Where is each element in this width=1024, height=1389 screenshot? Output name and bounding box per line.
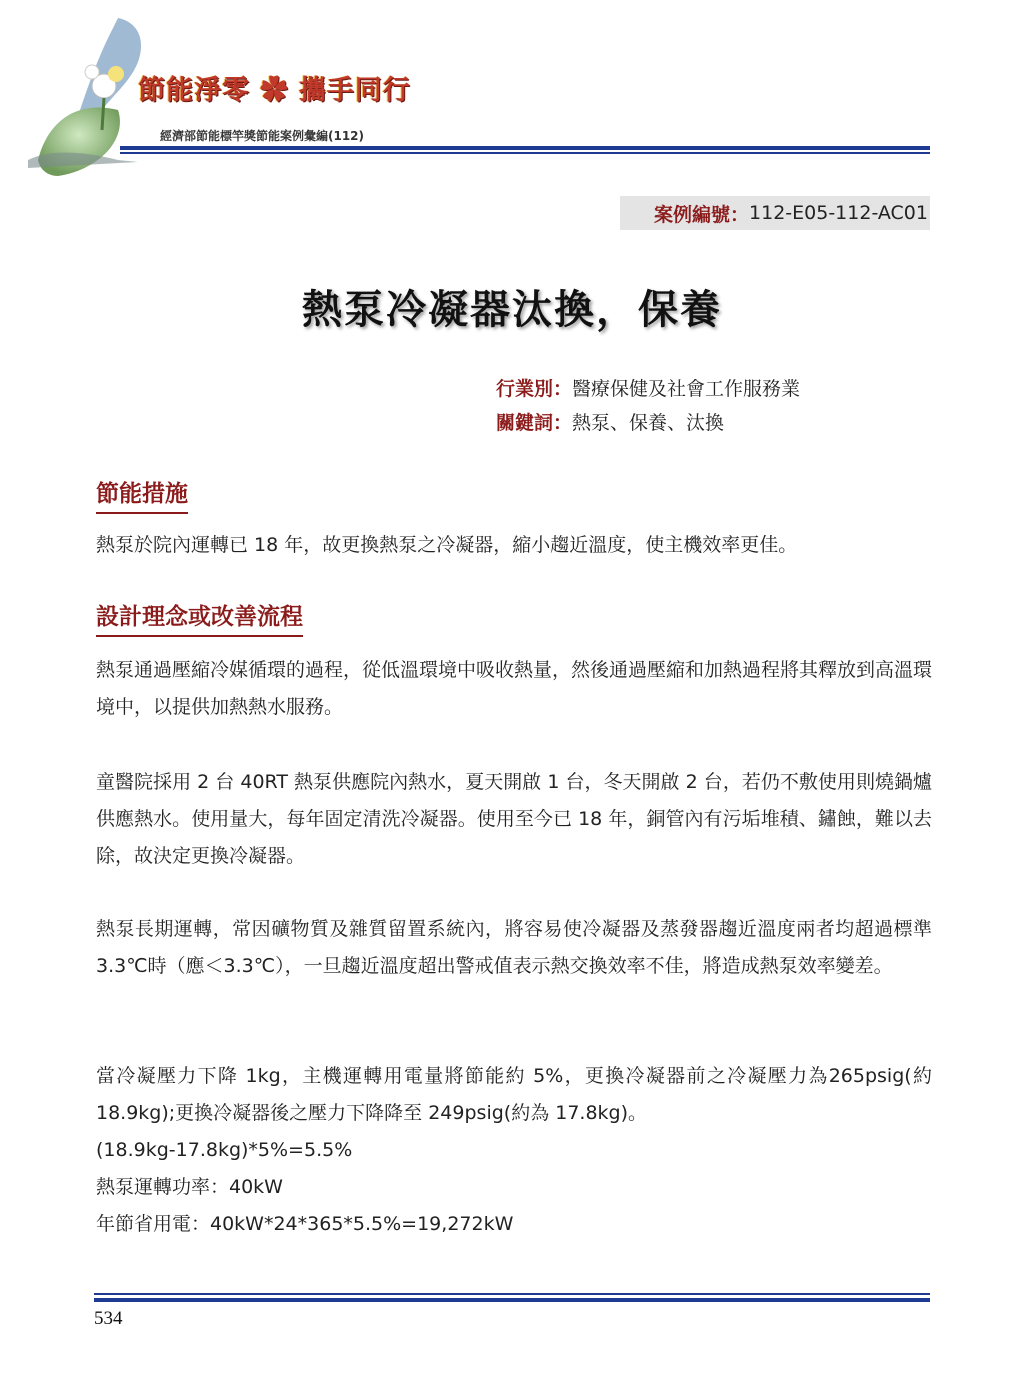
calc-line-2: 熱泵運轉功率：40kW xyxy=(96,1176,283,1198)
footer-rule-thin xyxy=(94,1293,930,1295)
brand-subtitle: 經濟部節能標竿獎節能案例彙編(112) xyxy=(160,129,365,143)
paragraph-1: 熱泵通過壓縮冷媒循環的過程，從低溫環境中吸收熱量，然後通過壓縮和加熱過程將其釋放到高溫環境中，以提供加熱熱水服務。 xyxy=(96,659,933,718)
paragraph-3: 熱泵長期運轉，常因礦物質及雜質留置系統內，將容易使冷凝器及蒸發器趨近溫度兩者均超過標準 3.3℃時（應＜3.3℃），一旦趨近溫度超出警戒值表示熱交換效率不佳，將造成熱泵效率變差。 xyxy=(96,918,932,977)
industry-value: 醫療保健及社會工作服務業 xyxy=(572,378,801,400)
keywords-label: 關鍵詞： xyxy=(496,412,573,434)
measures-heading: 節能措施 xyxy=(96,475,188,514)
footer-rule xyxy=(94,1298,930,1302)
calc-line-1: (18.9kg-17.8kg)*5%=5.5% xyxy=(96,1139,353,1161)
header-rule xyxy=(120,146,930,150)
industry-line xyxy=(496,374,800,401)
case-number-box xyxy=(620,196,930,230)
industry-label: 行業別： xyxy=(496,378,573,400)
brand-title: 節能淨零 ✿ 攜手同行 xyxy=(138,75,411,106)
paragraph-2: 童醫院採用 2 台 40RT 熱泵供應院內熱水，夏天開啟 1 台，冬天開啟 2 台，若仍不敷使用則燒鍋爐供應熱水。使用量大，每年固定清洗冷凝器。使用至今已 18 年，銅管內有污垢堆積、鏽蝕，難以去除，故決定更換冷凝器。 xyxy=(96,771,932,867)
paragraph-4: 當冷凝壓力下降 1kg，主機運轉用電量將節能約 5%，更換冷凝器前之冷凝壓力為265psig(約 18.9kg);更換冷凝器後之壓力下降降至 249psig(約為 17.8kg)。 xyxy=(96,1065,932,1124)
calc-line-3: 年節省用電：40kW*24*365*5.5%=19,272kW xyxy=(96,1213,514,1235)
case-number-label: 案例編號： xyxy=(654,203,750,226)
keywords-value: 熱泵、保養、汰換 xyxy=(572,412,725,434)
document-title: 熱泵冷凝器汰換，保養 xyxy=(302,287,722,333)
header-rule-thin xyxy=(120,152,930,154)
keywords-line xyxy=(496,408,724,435)
page-number: 534 xyxy=(94,1308,123,1329)
design-heading: 設計理念或改善流程 xyxy=(96,598,303,637)
measures-text: 熱泵於院內運轉已 18 年，故更換熱泵之冷凝器，縮小趨近溫度，使主機效率更佳。 xyxy=(96,534,798,556)
case-number-value: 112-E05-112-AC01 xyxy=(749,202,928,224)
